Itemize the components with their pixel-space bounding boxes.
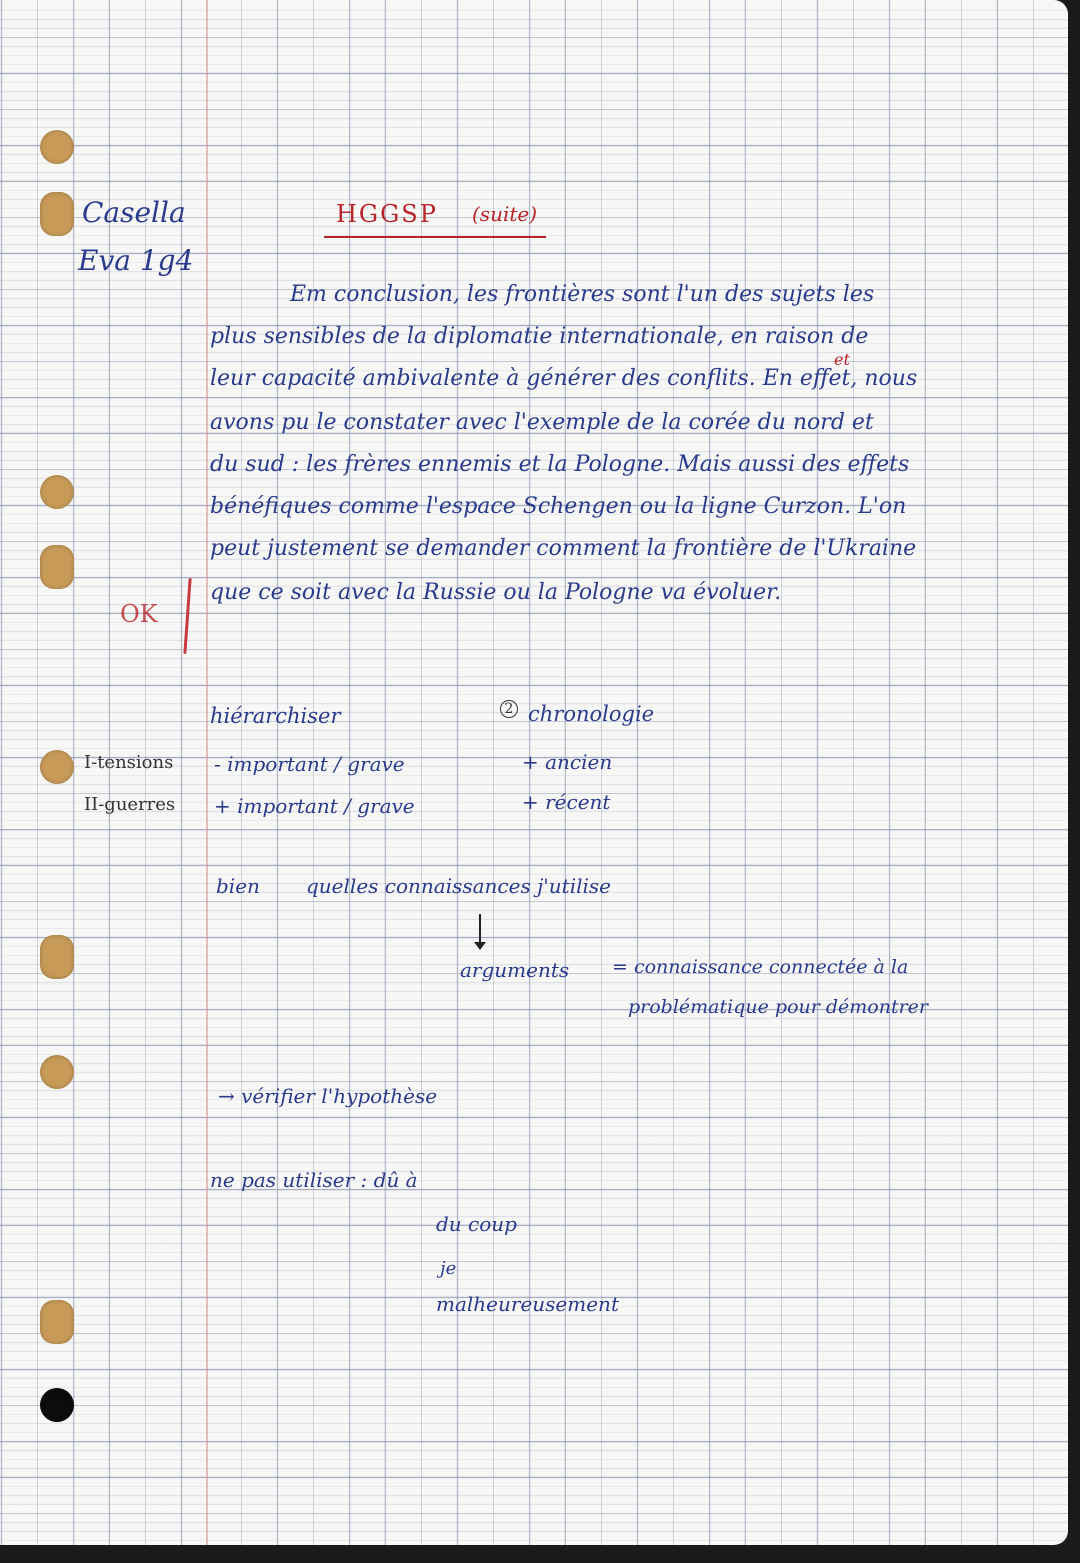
note-du-coup: du coup <box>436 1212 517 1236</box>
note-ancien: + ancien <box>522 750 613 774</box>
binder-hole <box>40 545 74 589</box>
binder-hole <box>40 750 74 784</box>
note-less-important: - important / grave <box>214 752 405 776</box>
circle-number: 2 <box>500 700 518 718</box>
binder-hole <box>40 130 74 164</box>
binder-hole <box>40 1300 74 1344</box>
note-recent: + récent <box>522 790 611 814</box>
note-je: je <box>440 1258 457 1279</box>
conclusion-line: que ce soit avec la Russie ou la Pologne va évoluer. <box>210 580 782 605</box>
title-underline <box>324 236 546 238</box>
note-chronologie: chronologie <box>528 702 655 726</box>
note-more-important: + important / grave <box>214 794 415 818</box>
note-arguments: arguments <box>460 958 570 982</box>
page-title-suffix: (suite) <box>472 202 538 226</box>
ok-mark: OK <box>120 600 158 628</box>
binder-hole <box>40 192 74 236</box>
binder-hole <box>40 935 74 979</box>
margin-tensions: I-tensions <box>84 752 174 773</box>
margin-line <box>206 0 208 1545</box>
conclusion-line: peut justement se demander comment la frontière de l'Ukraine <box>210 536 917 561</box>
note-definition-line2: problématique pour démontrer <box>628 996 929 1018</box>
student-name: Casella <box>82 196 186 229</box>
arrow-down-icon <box>479 914 481 946</box>
note-malheureusement: malheureusement <box>436 1292 619 1316</box>
margin-guerres: II-guerres <box>84 794 176 815</box>
correction-mark: et <box>834 350 850 369</box>
note-hierarchiser: hiérarchiser <box>210 704 341 728</box>
conclusion-line: du sud : les frères ennemis et la Pologne. Mais aussi des effets <box>210 452 910 477</box>
note-quelles-connaissances: quelles connaissances j'utilise <box>306 874 611 898</box>
note-verifier: → vérifier l'hypothèse <box>218 1084 438 1108</box>
student-class: Eva 1g4 <box>78 244 194 277</box>
page-title: HGGSP <box>336 200 438 228</box>
binder-hole <box>40 1388 74 1422</box>
note-bien: bien <box>216 874 260 898</box>
conclusion-line: bénéfiques comme l'espace Schengen ou la ligne Curzon. L'on <box>210 494 907 519</box>
ok-bracket <box>183 578 191 654</box>
conclusion-line: Em conclusion, les frontières sont l'un des sujets les <box>290 282 875 307</box>
binder-hole <box>40 475 74 509</box>
conclusion-line: leur capacité ambivalente à générer des conflits. En effet, nous <box>210 366 918 391</box>
note-ne-pas-utiliser: ne pas utiliser : dû à <box>210 1168 418 1192</box>
conclusion-line: avons pu le constater avec l'exemple de la corée du nord et <box>210 410 874 435</box>
conclusion-line: plus sensibles de la diplomatie internationale, en raison de <box>210 324 869 349</box>
binder-hole <box>40 1055 74 1089</box>
note-definition-line1: = connaissance connectée à la <box>612 956 909 978</box>
